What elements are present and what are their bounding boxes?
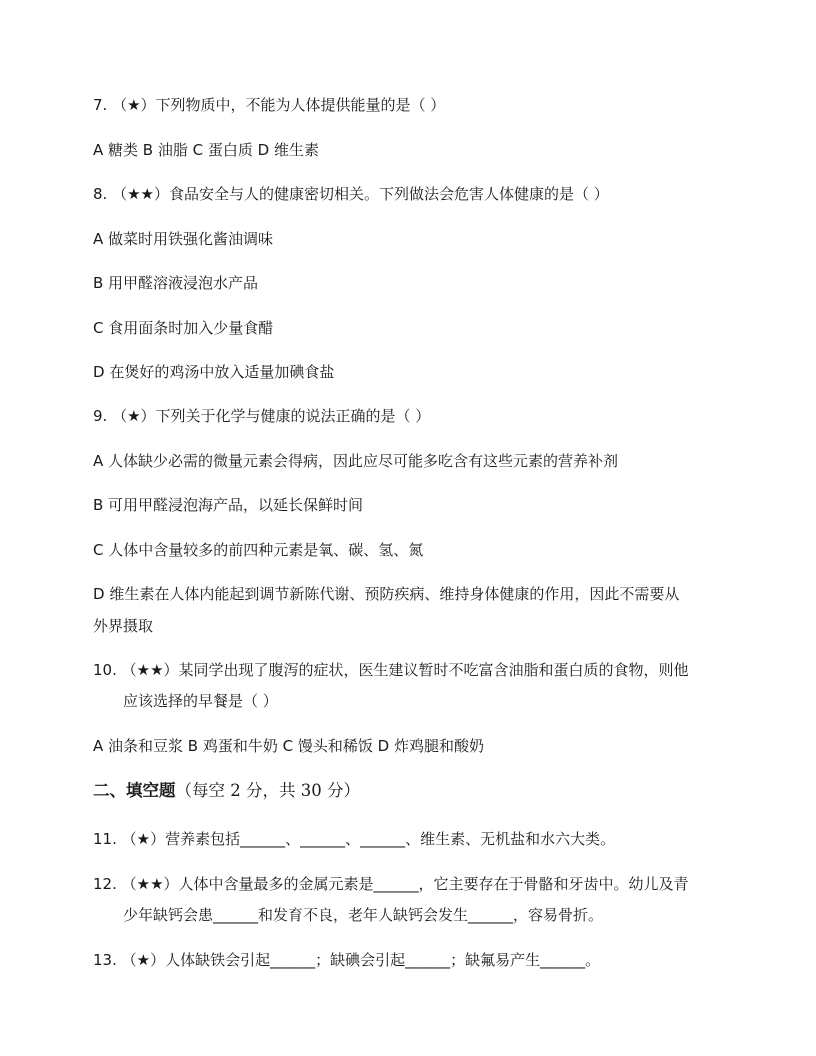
question-9-option-c: C 人体中含量较多的前四种元素是氧、碳、氢、氮 [93,541,424,559]
question-10-stem-line1: 10. （★★）某同学出现了腹泻的症状，医生建议暂时不吃富含油脂和蛋白质的食物，则他 [93,661,689,679]
question-8-option-b: B 用甲醛溶液浸泡水产品 [93,274,259,292]
section-2-heading [93,780,360,802]
question-8-option-a: A 做菜时用铁强化酱油调味 [93,230,274,248]
question-8-option-c: C 食用面条时加入少量食醋 [93,319,274,337]
question-13-text: 13. （★）人体缺铁会引起______；缺碘会引起______；缺氟易产生______。 [93,951,601,969]
question-12-line2: 少年缺钙会患______和发育不良，老年人缺钙会发生______，容易骨折。 [123,906,604,924]
question-12-line1: 12. （★★）人体中含量最多的金属元素是______，它主要存在于骨骼和牙齿中。幼儿及青 [93,875,689,893]
section-2-title: 二、填空题 [93,781,176,800]
question-7-stem: 7. （★）下列物质中，不能为人体提供能量的是（ ） [93,96,446,114]
question-9-option-b: B 可用甲醛浸泡海产品，以延长保鲜时间 [93,496,364,514]
question-7-options: A 糖类 B 油脂 C 蛋白质 D 维生素 [93,141,319,159]
question-10-stem-line2: 应该选择的早餐是（ ） [123,692,278,710]
question-10-options: A 油条和豆浆 B 鸡蛋和牛奶 C 馒头和稀饭 D 炸鸡腿和酸奶 [93,737,484,755]
question-9-option-a: A 人体缺少必需的微量元素会得病，因此应尽可能多吃含有这些元素的营养补剂 [93,452,619,470]
section-2-note: （每空 2 分，共 30 分） [175,781,360,800]
question-9-option-d-line1: D 维生素在人体内能起到调节新陈代谢、预防疾病、维持身体健康的作用，因此不需要从 [93,585,680,603]
question-9-option-d-line2: 外界摄取 [93,617,154,635]
question-8-stem: 8. （★★）食品安全与人的健康密切相关。下列做法会危害人体健康的是（ ） [93,185,609,203]
question-9-stem: 9. （★）下列关于化学与健康的说法正确的是（ ） [93,407,431,425]
question-11-text: 11. （★）营养素包括______、______、______、维生素、无机盐和水六大类。 [93,830,616,848]
question-8-option-d: D 在煲好的鸡汤中放入适量加碘食盐 [93,363,335,381]
